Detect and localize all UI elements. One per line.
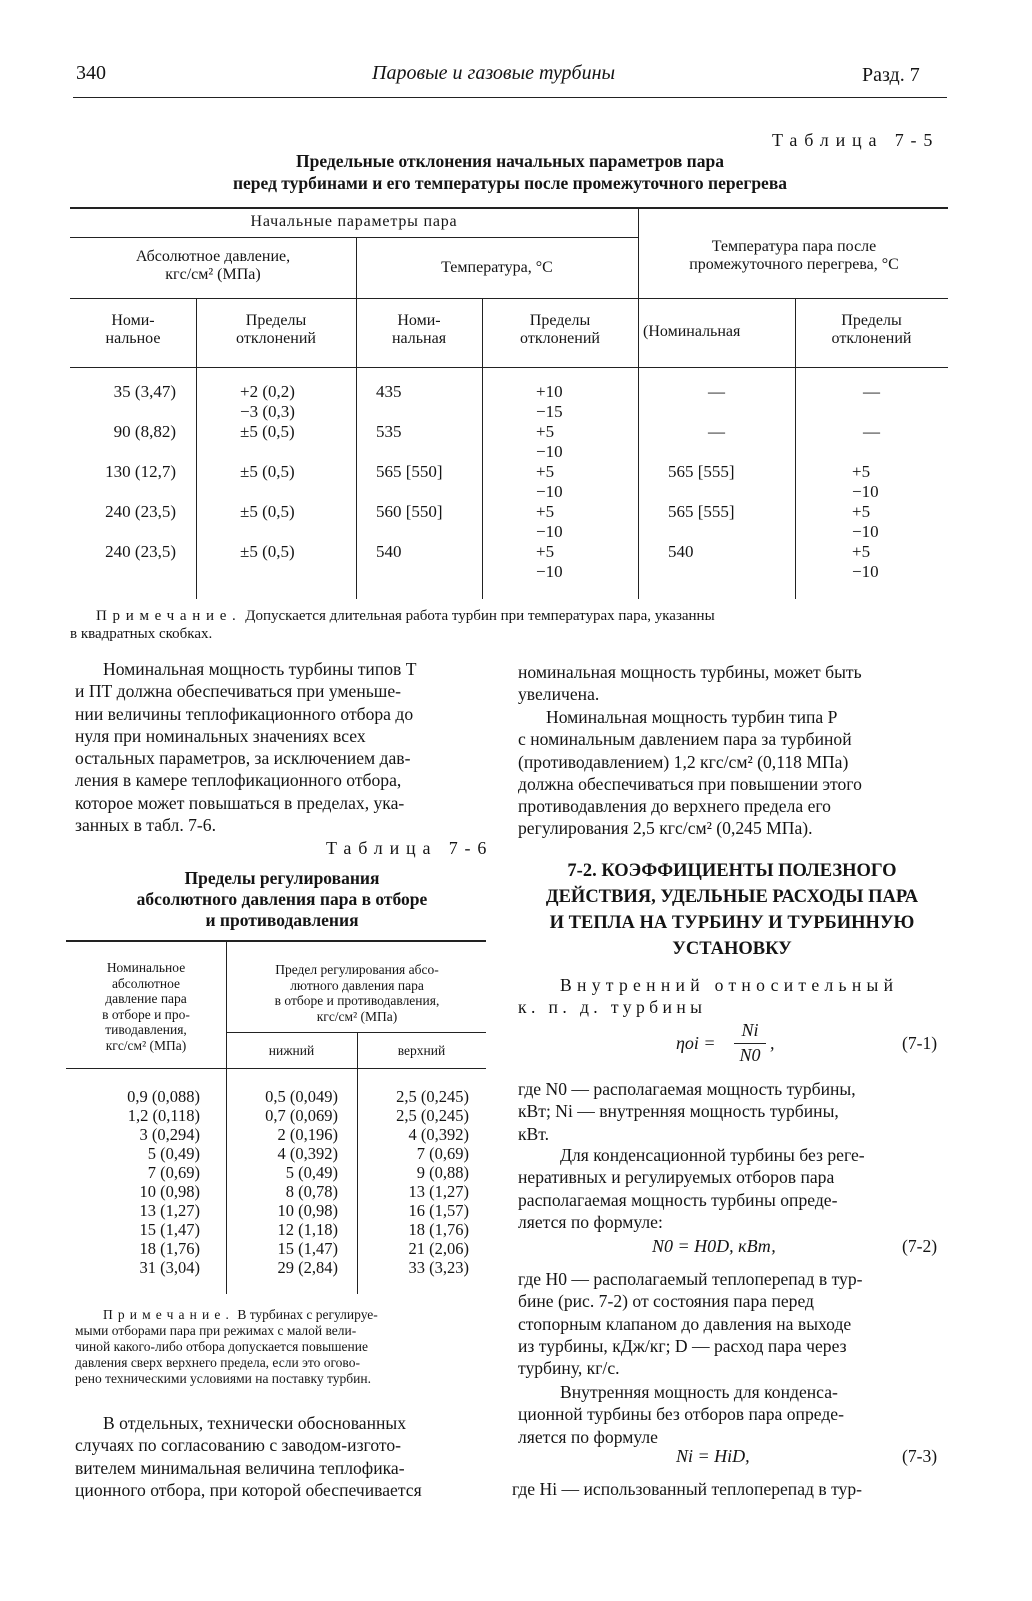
table-rule	[70, 367, 948, 368]
note-label: Примечание.	[103, 1307, 234, 1322]
table-cell: 10 (0,98)	[277, 1201, 338, 1220]
table-rule	[638, 207, 639, 599]
equation-number: (7-2)	[902, 1236, 938, 1256]
deviation-cell: −10	[536, 442, 563, 461]
reheat-cell: 565 [555]	[668, 502, 735, 521]
equation-number: (7-1)	[902, 1033, 938, 1053]
deviation-cell: —	[863, 422, 880, 441]
table-cell: 18 (1,76)	[139, 1239, 200, 1258]
table-cell: 7 (0,69)	[416, 1144, 469, 1163]
header-rule	[73, 97, 947, 98]
deviation-cell: +5	[852, 502, 871, 521]
reheat-cell: —	[708, 382, 725, 401]
right-paragraph-1: номинальная мощность турбины, может быть увеличена.	[518, 662, 862, 705]
col-group-header: Начальные параметры пара	[250, 213, 458, 230]
deviation-cell: ±5 (0,5)	[240, 502, 295, 521]
subheader-limits: Пределы отклонений	[236, 312, 316, 347]
temperature-cell: 540	[376, 542, 402, 561]
table-cell: 13 (1,27)	[408, 1182, 469, 1201]
table-cell: 21 (2,06)	[408, 1239, 469, 1258]
deviation-cell: −10	[852, 482, 879, 501]
subheader-nominal: (Номинальная	[643, 323, 741, 340]
fraction-bar	[734, 1043, 766, 1044]
subheader-nominal: Номи- нальное	[105, 312, 161, 347]
deviation-cell: −10	[852, 562, 879, 581]
upper-header: верхний	[397, 1043, 446, 1058]
table-cell: 2,5 (0,245)	[396, 1087, 469, 1106]
page-number: 340	[76, 62, 106, 84]
condensing-paragraph: Для конденсационной турбины без реге- неративных и регулируемых отборов пара располагаемая мощность турбины опреде- ляется по формуле:	[518, 1145, 865, 1232]
table-rule	[66, 1068, 486, 1069]
table-cell: 2 (0,196)	[277, 1125, 338, 1144]
running-title: Паровые и газовые турбины	[372, 62, 616, 84]
pressure-cell: 90 (8,82)	[113, 422, 176, 441]
table-cell: 1,2 (0,118)	[127, 1106, 200, 1125]
upper-column	[357, 1087, 469, 1277]
deviation-cell: −15	[536, 402, 563, 421]
deviation-cell: +5	[536, 462, 555, 481]
subheader-nominal: Номи- нальная	[391, 312, 447, 347]
formula-lhs: ηoi =	[676, 1033, 716, 1053]
internal-power-paragraph: Внутренняя мощность для конденса- ционной турбины без отборов пара опреде- ляется по формуле	[518, 1382, 844, 1447]
table-cell: 5 (0,49)	[285, 1163, 338, 1182]
note-text: чиной какого-либо отбора допускается повышение	[75, 1339, 368, 1354]
subheader-limits: Пределы отклонений	[831, 312, 912, 347]
table-cell: 3 (0,294)	[139, 1125, 200, 1144]
deviation-cell: +2 (0,2)	[240, 382, 295, 401]
formula-text: Ni = HiD,	[676, 1446, 750, 1466]
equation-number: (7-3)	[902, 1446, 938, 1466]
where-paragraph-1: где N0 — располагаемая мощность турбины, кВт; Ni — внутренняя мощность турбины, кВт.	[518, 1079, 856, 1144]
deviation-cell: −10	[852, 522, 879, 541]
table-cell: 0,9 (0,088)	[127, 1087, 200, 1106]
table-7-6-title: Пределы регулирования абсолютного давления пара в отборе и противодавления	[136, 868, 428, 930]
deviation-cell: −10	[536, 522, 563, 541]
deviation-cell: +5	[536, 502, 555, 521]
deviation-cell: −10	[536, 482, 563, 501]
table-7-5-note	[70, 607, 715, 643]
deviation-cell: +5	[852, 542, 871, 561]
temperature-header: Температура, °С	[441, 259, 553, 276]
table-rule	[356, 237, 357, 599]
deviation-cell: −10	[536, 562, 563, 581]
table-7-6-label: Таблица 7-6	[326, 838, 494, 858]
table-cell: 10 (0,98)	[139, 1182, 200, 1201]
deviation-cell: +5	[852, 462, 871, 481]
table-cell: 29 (2,84)	[277, 1258, 338, 1277]
note-label: Примечание.	[96, 608, 242, 624]
table-cell: 31 (3,04)	[139, 1258, 200, 1277]
table-cell: 4 (0,392)	[277, 1144, 338, 1163]
deviation-cell: +5	[536, 422, 555, 441]
deviation-cell: —	[863, 382, 880, 401]
table-cell: 15 (1,47)	[277, 1239, 338, 1258]
table-cell: 15 (1,47)	[139, 1220, 200, 1239]
formula-text: N0 = H0D, кВт,	[652, 1236, 776, 1256]
table-rule	[70, 207, 948, 209]
table-cell: 13 (1,27)	[139, 1201, 200, 1220]
nominal-pressure-header: Номинальное абсолютное давление пара в отборе и про- тиводавления, кгс/см² (МПа)	[102, 960, 190, 1053]
section-heading: 7-2. КОЭФФИЦИЕНТЫ ПОЛЕЗНОГО ДЕЙСТВИЯ, УДЕЛЬНЫЕ РАСХОДЫ ПАРА И ТЕПЛА НА ТУРБИНУ И ТУРБИННУЮ УСТАНОВКУ	[545, 861, 919, 959]
reheat-cell: 540	[668, 542, 694, 561]
left-paragraph-2: В отдельных, технически обоснованных случаях по согласованию с заводом-изгото- вителем минимальная величина теплофика- ционного отбора, при которой обеспечивается	[75, 1413, 422, 1500]
last-line: где Hi — использованный теплоперепад в тур-	[512, 1479, 862, 1499]
efficiency-intro: Внутренний относительный к. п. д. турбины	[518, 975, 899, 1017]
deviation-cell: ±5 (0,5)	[240, 542, 295, 561]
pressure-cell: 35 (3,47)	[113, 382, 176, 401]
table-rule	[226, 1032, 486, 1033]
section-label: Разд. 7	[862, 64, 920, 86]
table-7-5-title: Предельные отклонения начальных параметров пара перед турбинами и его температуры после промежуточного перегрева	[232, 151, 788, 193]
note-text: давления сверх верхнего предела, если это огово-	[75, 1355, 360, 1370]
lower-column	[226, 1087, 338, 1277]
table-cell: 0,5 (0,049)	[265, 1087, 338, 1106]
pressure-header: Абсолютное давление, кгс/см² (МПа)	[135, 248, 291, 283]
note-text: в квадратных скобках.	[70, 626, 213, 642]
note-text: Допускается длительная работа турбин при температурах пара, указанны	[245, 608, 715, 624]
formula-denominator: N0	[739, 1045, 761, 1065]
table-rule	[70, 298, 948, 299]
table-cell: 0,7 (0,069)	[265, 1106, 338, 1125]
note-text: мыми отборами пара при режимах с малой вели-	[75, 1323, 357, 1338]
deviation-cell: ±5 (0,5)	[240, 462, 295, 481]
limit-header: Предел регулирования абсо- лютного давления пара в отборе и противодавления, кгс/см² (МПа)	[274, 962, 440, 1024]
table-cell: 4 (0,392)	[408, 1125, 469, 1144]
temperature-cell: 435	[376, 382, 402, 401]
table-cell: 16 (1,57)	[408, 1201, 469, 1220]
temperature-cell: 565 [550]	[376, 462, 443, 481]
table-cell: 7 (0,69)	[147, 1163, 200, 1182]
table-cell: 12 (1,18)	[277, 1220, 338, 1239]
temperature-cell: 535	[376, 422, 402, 441]
pressure-cell: 240 (23,5)	[105, 542, 176, 561]
where-paragraph-2: где H0 — располагаемый теплоперепад в тур- бине (рис. 7-2) от состояния пара перед стопорным клапаном до давления на выходе из турбины, кДж/кг; D — расход пара через турбину, кг/с.	[518, 1269, 863, 1379]
left-paragraph-1: Номинальная мощность турбины типов Т и ПТ должна обеспечиваться при уменьше- нии величины теплофикационного отбора до нуля при номинальных значениях всех остальных параметров, за исключением дав- ления в камере теплофикационного отбора, которое может повышаться в пределах, ука- занных в табл. 7-6.	[75, 659, 417, 836]
deviation-cell: −3 (0,3)	[240, 402, 295, 421]
pressure-cell: 130 (12,7)	[105, 462, 176, 481]
reheat-header: Температура пара после промежуточного перегрева, °С	[689, 238, 899, 273]
table-rule	[70, 237, 638, 238]
table-7-6-note	[75, 1307, 487, 1387]
table-cell: 2,5 (0,245)	[396, 1106, 469, 1125]
subheader-limits: Пределы отклонений	[520, 312, 600, 347]
deviation-cell: ±5 (0,5)	[240, 422, 295, 441]
lower-header: нижний	[268, 1043, 315, 1058]
table-7-5-label: Таблица 7-5	[772, 130, 940, 150]
formula-numerator: Ni	[741, 1020, 759, 1040]
note-text: рено техническими условиями на поставку турбин.	[75, 1371, 371, 1386]
deviation-cell: +10	[536, 382, 563, 401]
note-text: В турбинах с регулируе-	[237, 1307, 378, 1322]
table-cell: 5 (0,49)	[147, 1144, 200, 1163]
pressure-cell: 240 (23,5)	[105, 502, 176, 521]
right-paragraph-2: Номинальная мощность турбин типа Р с номинальным давлением пара за турбиной (противодавлением) 1,2 кгс/см² (0,118 МПа) должна обеспечиваться при повышении этого противодавления до верхнего предела его регулирования 2,5 кгс/см² (0,245 МПа).	[518, 707, 862, 839]
table-cell: 9 (0,88)	[416, 1163, 469, 1182]
table-rule	[66, 940, 486, 942]
table-cell: 18 (1,76)	[408, 1220, 469, 1239]
formula-tail: ,	[770, 1033, 775, 1053]
reheat-cell: 565 [555]	[668, 462, 735, 481]
reheat-cell: —	[708, 422, 725, 441]
nominal-column	[66, 1087, 200, 1277]
temperature-cell: 560 [550]	[376, 502, 443, 521]
table-cell: 8 (0,78)	[285, 1182, 338, 1201]
deviation-cell: +5	[536, 542, 555, 561]
table-cell: 33 (3,23)	[408, 1258, 469, 1277]
